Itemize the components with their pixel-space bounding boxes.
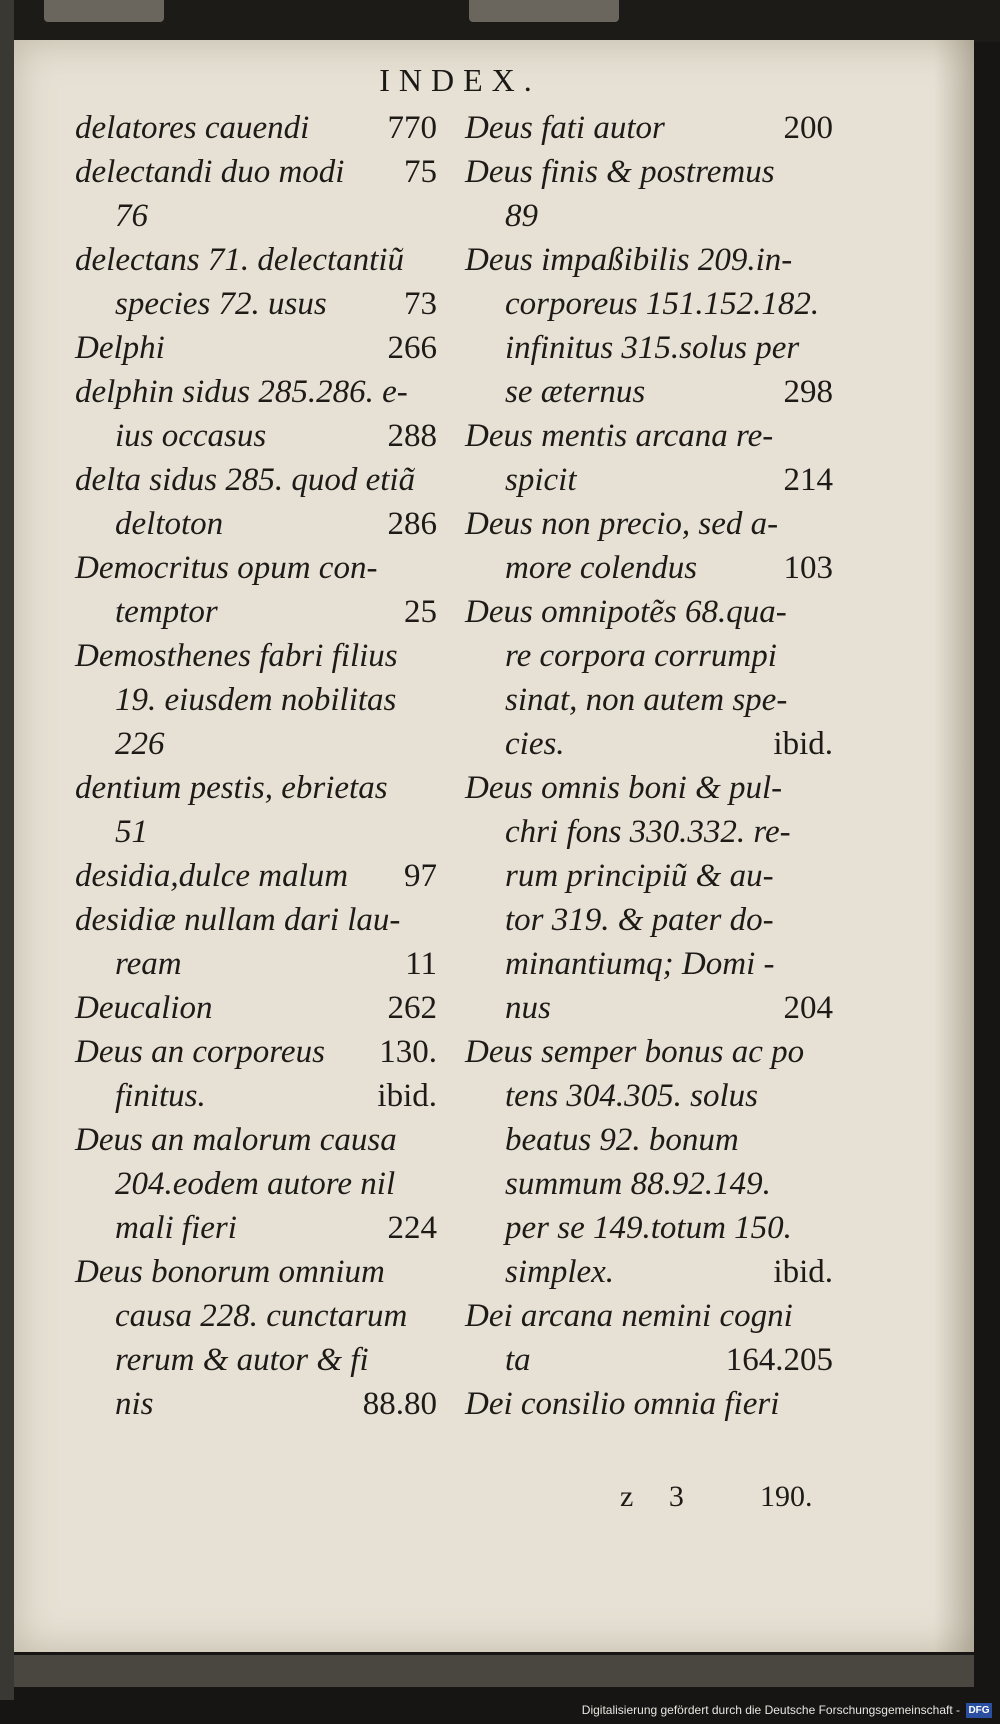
index-entry	[75, 590, 437, 634]
index-term: deltoton	[115, 506, 224, 542]
index-page-ref: 204	[783, 990, 833, 1026]
index-entry	[75, 1250, 437, 1294]
index-term: Deus semper bonus ac po	[465, 1034, 805, 1070]
index-entry	[465, 1030, 833, 1074]
index-term: summum 88.92.149.	[505, 1166, 771, 1202]
index-entry	[75, 238, 437, 282]
index-entry	[465, 1294, 833, 1338]
index-entry	[465, 1162, 833, 1206]
index-term: infinitus 315.solus per	[505, 330, 800, 366]
index-term: 76	[115, 198, 148, 234]
book-spine	[0, 0, 14, 1724]
index-term: corporeus 151.152.182.	[505, 286, 820, 322]
index-entry	[465, 414, 833, 458]
signature-mark: z 3	[620, 1480, 698, 1513]
index-term: temptor	[115, 594, 218, 630]
index-page-ref: 224	[387, 1210, 437, 1246]
index-entry	[465, 458, 833, 502]
index-entry	[465, 238, 833, 282]
index-term: more colendus	[505, 550, 698, 586]
index-entry	[465, 1250, 833, 1294]
index-term: minantiumq; Domi -	[505, 946, 775, 982]
last-page-number: 190.	[760, 1480, 813, 1513]
index-entry	[465, 326, 833, 370]
scan-top-edge	[14, 0, 1000, 42]
index-entry	[465, 150, 833, 194]
index-entry	[465, 370, 833, 414]
index-entry	[465, 1338, 833, 1382]
index-entry	[75, 1338, 437, 1382]
index-term: Delphi	[75, 330, 165, 366]
index-term: delectans 71. delectantiũ	[75, 242, 404, 278]
index-entry	[75, 150, 437, 194]
dfg-logo: DFG	[966, 1703, 992, 1718]
index-entry	[75, 1162, 437, 1206]
index-page-ref: 97	[404, 858, 437, 894]
index-term: Deus non precio, sed a-	[465, 506, 779, 542]
index-page-ref: ibid.	[773, 1254, 833, 1290]
index-entry	[465, 1118, 833, 1162]
index-term: 89	[505, 198, 538, 234]
index-page-ref: 266	[387, 330, 437, 366]
funding-credit: Digitalisierung gefördert durch die Deutsche Forschungsgemeinschaft -	[581, 1703, 960, 1717]
index-entry	[465, 986, 833, 1030]
index-term: rerum & autor & fi	[115, 1342, 369, 1378]
index-term: nus	[505, 990, 551, 1026]
index-entry	[465, 546, 833, 590]
index-page-ref: 25	[404, 594, 437, 630]
index-term: Deus an corporeus	[75, 1034, 325, 1070]
index-entry	[75, 106, 437, 150]
index-entry	[75, 1294, 437, 1338]
index-term: Dei consilio omnia fieri	[465, 1386, 780, 1422]
index-entry	[75, 854, 437, 898]
index-entry	[75, 898, 437, 942]
index-entry	[465, 1206, 833, 1250]
index-entry	[75, 282, 437, 326]
index-page-ref: 75	[404, 154, 437, 190]
index-entry	[465, 942, 833, 986]
index-entry	[75, 326, 437, 370]
index-entry	[75, 634, 437, 678]
index-term: ream	[115, 946, 182, 982]
index-term: tens 304.305. solus	[505, 1078, 759, 1114]
index-term: species 72. usus	[115, 286, 327, 322]
index-term: sinat, non autem spe-	[505, 682, 788, 718]
index-entry	[465, 590, 833, 634]
index-column-right	[465, 106, 833, 1426]
index-term: Deucalion	[75, 990, 213, 1026]
index-term: delphin sidus 285.286. e-	[75, 374, 408, 410]
index-column-left	[75, 106, 437, 1426]
index-entry	[465, 1074, 833, 1118]
index-entry	[465, 722, 833, 766]
index-term: dentium pestis, ebrietas	[75, 770, 388, 806]
index-term: Deus fati autor	[465, 110, 665, 146]
index-term: Deus omnipotẽs 68.qua-	[465, 594, 787, 630]
index-entry	[465, 810, 833, 854]
index-term: delta sidus 285. quod etiã	[75, 462, 416, 498]
index-term: finitus.	[115, 1078, 206, 1114]
index-entry	[465, 194, 833, 238]
index-term: causa 228. cunctarum	[115, 1298, 408, 1334]
index-entry	[75, 1206, 437, 1250]
index-page-ref: ibid.	[377, 1078, 437, 1114]
index-page-ref: 200	[783, 110, 833, 146]
index-page-ref: 286	[387, 506, 437, 542]
index-term: nis	[115, 1386, 154, 1422]
index-entry	[465, 502, 833, 546]
index-entry	[75, 1030, 437, 1074]
index-entry	[75, 1382, 437, 1426]
index-entry	[75, 766, 437, 810]
index-term: cies.	[505, 726, 565, 762]
index-entry	[75, 722, 437, 766]
index-term: Demosthenes fabri filius	[75, 638, 398, 674]
index-term: se æternus	[505, 374, 646, 410]
index-entry	[75, 370, 437, 414]
index-page-ref: 214	[783, 462, 833, 498]
index-entry	[75, 502, 437, 546]
page-header: INDEX.	[379, 62, 541, 98]
index-term: chri fons 330.332. re-	[505, 814, 791, 850]
index-page-ref: 770	[387, 110, 437, 146]
index-entry	[75, 414, 437, 458]
index-entry	[75, 458, 437, 502]
index-term: Deus mentis arcana re-	[465, 418, 774, 454]
index-entry	[465, 106, 833, 150]
index-entry	[465, 898, 833, 942]
index-entry	[75, 986, 437, 1030]
index-term: 19. eiusdem nobilitas	[115, 682, 397, 718]
index-term: ius occasus	[115, 418, 267, 454]
index-page-ref: 298	[783, 374, 833, 410]
index-page-ref: 262	[387, 990, 437, 1026]
index-entry	[75, 1074, 437, 1118]
index-term: desidia,dulce malum	[75, 858, 349, 894]
index-entry	[75, 1118, 437, 1162]
index-term: 51	[115, 814, 148, 850]
index-entry	[465, 678, 833, 722]
index-page-ref: 103	[783, 550, 833, 586]
index-term: beatus 92. bonum	[505, 1122, 739, 1158]
index-entry	[75, 810, 437, 854]
index-page-ref: 164.205	[725, 1342, 833, 1378]
index-term: per se 149.totum 150.	[505, 1210, 792, 1246]
index-term: 226	[115, 726, 165, 762]
index-term: Deus impaßibilis 209.in-	[465, 242, 793, 278]
index-term: simplex.	[505, 1254, 615, 1290]
index-entry	[75, 678, 437, 722]
index-term: tor 319. & pater do-	[505, 902, 774, 938]
index-entry	[75, 942, 437, 986]
index-page-ref: 11	[405, 946, 437, 982]
index-term: Democritus opum con-	[75, 550, 378, 586]
index-entry	[465, 282, 833, 326]
index-term: Deus bonorum omnium	[75, 1254, 385, 1290]
index-entry	[465, 634, 833, 678]
index-term: Deus finis & postremus	[465, 154, 775, 190]
index-entry	[465, 1382, 833, 1426]
index-page-ref: 130.	[379, 1034, 437, 1070]
index-page-ref: 73	[404, 286, 437, 322]
index-entry	[465, 854, 833, 898]
index-term: 204.eodem autore nil	[115, 1166, 396, 1202]
index-term: spicit	[505, 462, 577, 498]
index-entry	[75, 546, 437, 590]
page-bottom-edge	[14, 1655, 974, 1687]
index-term: re corpora corrumpi	[505, 638, 777, 674]
index-page-ref: 288	[387, 418, 437, 454]
index-page-ref: ibid.	[773, 726, 833, 762]
index-entry	[75, 194, 437, 238]
index-term: Dei arcana nemini cogni	[465, 1298, 793, 1334]
index-term: ta	[505, 1342, 531, 1378]
index-term: delectandi duo modi	[75, 154, 345, 190]
index-term: desidiæ nullam dari lau-	[75, 902, 401, 938]
index-term: rum principiũ & au-	[505, 858, 774, 894]
index-term: Deus omnis boni & pul-	[465, 770, 783, 806]
index-entry	[465, 766, 833, 810]
index-page-ref: 88.80	[362, 1386, 437, 1422]
index-term: Deus an malorum causa	[75, 1122, 397, 1158]
index-term: delatores cauendi	[75, 110, 310, 146]
index-term: mali fieri	[115, 1210, 237, 1246]
